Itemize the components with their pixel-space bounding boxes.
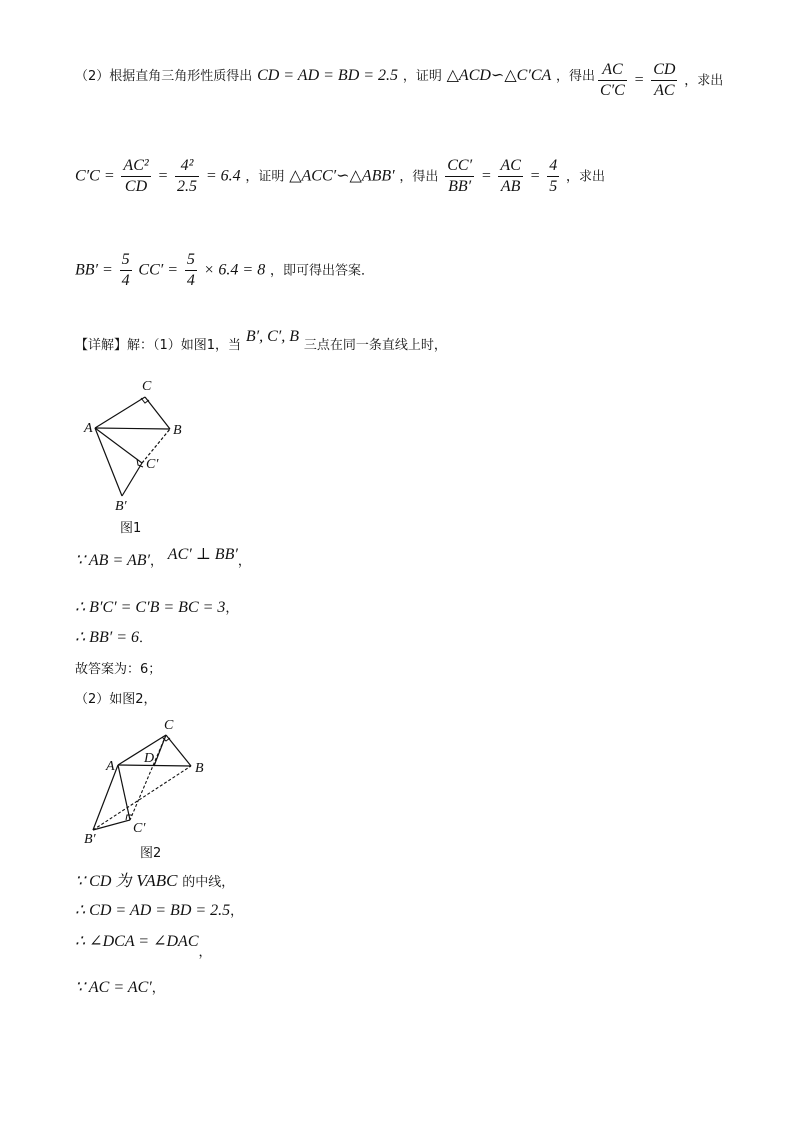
solution-heading bbox=[75, 328, 447, 353]
fraction: $\frac{\text{AC²}}{CD}$ bbox=[123, 157, 149, 195]
analysis-text: ，证明 bbox=[245, 169, 285, 185]
statement-text: 故答案为：6； bbox=[75, 662, 162, 677]
fraction: $\frac{AC}{AB}$ bbox=[500, 157, 521, 195]
similarity: △ACC′∽△ABB′ bbox=[289, 167, 395, 185]
fraction: $\frac{5}{4}$ bbox=[121, 251, 130, 289]
fraction: $\frac{5}{4}$ bbox=[186, 251, 195, 289]
equation: CD = AD = BD = 2.5 bbox=[257, 67, 399, 84]
statement-text: ∵ AB = AB′ bbox=[75, 552, 150, 569]
statement-text: （2）如图2， bbox=[75, 692, 157, 707]
figure-2 bbox=[78, 714, 218, 864]
label-c-prime: C′ bbox=[133, 821, 146, 836]
statement-text: 的中线， bbox=[182, 875, 235, 890]
analysis-text: ，求出 bbox=[684, 73, 724, 89]
analysis-line-3 bbox=[75, 252, 374, 289]
label-b: B bbox=[195, 761, 204, 776]
label-d: D bbox=[144, 751, 155, 766]
figure-1-diagram bbox=[80, 372, 210, 517]
figure-1 bbox=[80, 372, 210, 537]
label-a: A bbox=[106, 759, 115, 774]
label-c: C bbox=[164, 718, 174, 733]
statement-8: ∴ ∠DCA = ∠DAC， bbox=[75, 933, 212, 960]
fraction: $\frac{4}{5}$ bbox=[549, 157, 558, 195]
statement-6 bbox=[75, 872, 234, 890]
statement-2: ∴ B′C′ = C′B = BC = 3， bbox=[75, 599, 239, 616]
figure-2-caption: 图2 bbox=[140, 846, 162, 861]
equation: BB′ = bbox=[75, 261, 113, 279]
statement-text: ∴ B′C′ = C′B = BC = 3 bbox=[75, 599, 226, 616]
analysis-text: ，得出 bbox=[399, 169, 439, 185]
statement-1: ∵ AB = AB′， AC′ ⊥ BB′， bbox=[75, 546, 251, 569]
statement-3: ∴ BB′ = 6． bbox=[75, 629, 153, 646]
analysis-text: （2）根据直角三角形性质得出 bbox=[75, 69, 253, 84]
label-a: A bbox=[84, 421, 93, 436]
statement-4 bbox=[75, 661, 161, 676]
statement-text: ∵ AC = AC′ bbox=[75, 979, 152, 996]
label-c: C bbox=[142, 379, 152, 394]
heading-text: 三点在同一条直线上时， bbox=[303, 338, 447, 353]
analysis-line-2: C′C = $\frac{\text{AC²}}{CD}$ = $\frac{\text{4²}}{2.5}$ = 6.4 ，证明 △ACC′∽△ABB′ ，得出 $\frac{CC'}{BB'}$ = $\frac{AC}{AB}$ = $\frac{4}{5}$ ，求出 bbox=[75, 157, 606, 195]
fraction: $\frac{\text{4²}}{2.5}$ bbox=[177, 157, 198, 195]
label-b-prime: B′ bbox=[115, 499, 127, 514]
similarity: △ACD∽△C′CA bbox=[446, 67, 552, 84]
label-c-prime: C′ bbox=[146, 457, 159, 472]
statement-text: ∴ BB′ = 6 bbox=[75, 629, 140, 646]
statement-text: ∴ ∠DCA = ∠DAC bbox=[75, 933, 199, 950]
statement-9: ∵ AC = AC′， bbox=[75, 979, 165, 996]
analysis-line-1 bbox=[75, 68, 595, 84]
equation: × 6.4 = 8 bbox=[203, 261, 266, 279]
statement-text: AC′ ⊥ BB′ bbox=[167, 546, 238, 563]
analysis-text: ，证明 bbox=[402, 69, 442, 84]
points: B′, C′, B bbox=[245, 328, 300, 345]
equation: C′C = bbox=[75, 167, 115, 185]
label-b-prime: B′ bbox=[84, 832, 96, 846]
statement-text: VABC bbox=[136, 871, 178, 890]
analysis-text: ，即可得出答案． bbox=[269, 263, 374, 279]
fraction: $\frac{CD}{AC}$ bbox=[653, 61, 676, 99]
statement-5 bbox=[75, 691, 157, 706]
fraction: $\frac{AC}{C'C}$ bbox=[600, 61, 625, 99]
equation: CC′ = bbox=[138, 261, 179, 279]
statement-7: ∴ CD = AD = BD = 2.5， bbox=[75, 902, 244, 919]
figure-2-diagram bbox=[78, 714, 218, 846]
figure-1-caption: 图1 bbox=[120, 521, 142, 536]
analysis-text: ，得出 bbox=[556, 69, 596, 84]
analysis-text: ，求出 bbox=[566, 169, 606, 185]
fraction: $\frac{CC'}{BB'}$ bbox=[447, 157, 473, 195]
heading-text: 【详解】解：（1）如图1，当 bbox=[75, 338, 242, 353]
equation: = 6.4 bbox=[205, 167, 241, 185]
analysis-line-1-fraction: $\frac{AC}{C'C}$ = $\frac{CD}{AC}$ ，求出 bbox=[600, 61, 724, 99]
statement-text: ∴ CD = AD = BD = 2.5 bbox=[75, 902, 231, 919]
label-b: B bbox=[173, 423, 182, 438]
statement-text: ∵ CD 为 bbox=[75, 873, 132, 890]
